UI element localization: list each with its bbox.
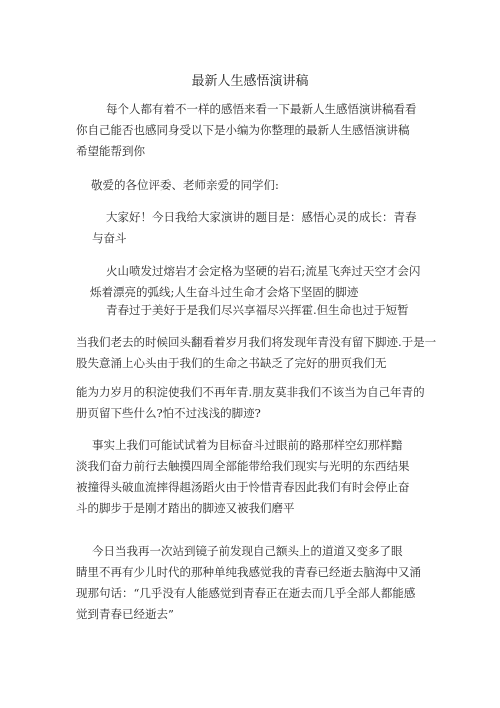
text-line: 斗的脚步于是刚才踏出的脚迹又被我们磨平	[76, 501, 295, 515]
paragraph-salutation	[91, 175, 279, 196]
text-line: 火山喷发过熔岩才会定格为坚硬的岩石;流星飞奔过天空才会闪	[106, 264, 421, 278]
text-line: 青春过于美好于是我们尽兴享福尽兴挥霍.但生命也过于短暂	[106, 303, 409, 317]
paragraph-mirror	[76, 541, 421, 625]
text-line: 册页留下些什么?怕不过浅浅的脚迹?	[76, 406, 261, 420]
text-line: 觉到青春已经逝去”	[76, 607, 174, 621]
text-line: 股失意涌上心头由于我们的生命之书缺乏了完好的册页我们无	[76, 356, 387, 370]
text-line: 事实上我们可能试试着为目标奋斗过眼前的路那样空幻那样黯	[92, 438, 403, 452]
paragraph-old-age	[76, 332, 436, 374]
text-line: 今日当我再一次站到镜子前发现自己额头上的道道又变多了眼	[92, 544, 403, 558]
text-line: 敬爱的各位评委、老师亲爱的同学们:	[91, 178, 279, 192]
text-line: 被撞得头破血流摔得趄汤蹈火由于怜惜青春因此我们有时会停止奋	[76, 480, 410, 494]
paragraph-greeting	[92, 207, 417, 249]
text-line: 与奋斗	[92, 231, 127, 245]
text-line: 当我们老去的时候回头翻看着岁月我们将发现年青没有留下脚迹.于是一	[76, 335, 437, 349]
text-line: 淡我们奋力前行去触摸四周全部能带给我们现实与光明的东西结果	[76, 459, 410, 473]
text-line: 现那句话：“几乎没有人能感觉到青春正在逝去而几乎全部人都能感	[76, 586, 416, 600]
text-line: 每个人都有着不一样的感悟来看一下最新人生感悟演讲稿看看	[106, 102, 417, 116]
text-line: 大家好！今日我给大家演讲的题目是：感悟心灵的成长：青春	[106, 210, 417, 224]
text-line: 你自己能否也感同身受以下是小编为你整理的最新人生感悟演讲稿	[76, 123, 410, 137]
text-line: 睛里不再有少儿时代的那种单纯我感觉我的青春已经逝去脑海中又涌	[76, 565, 421, 579]
text-line: 烁着漂亮的弧线;人生奋斗过生命才会烙下坚固的脚迹	[90, 285, 359, 299]
paragraph-youth	[106, 300, 409, 321]
paragraph-intro	[76, 99, 417, 162]
paragraph-struggle	[76, 435, 410, 519]
document-title: 最新人生感悟演讲稿	[191, 74, 309, 89]
paragraph-powerless	[76, 382, 425, 424]
text-line: 能为力岁月的积淀使我们不再年青.朋友莫非我们不该当为自己年青的	[76, 385, 425, 399]
text-line: 希望能帮到你	[76, 144, 145, 158]
paragraph-volcano	[90, 261, 420, 303]
